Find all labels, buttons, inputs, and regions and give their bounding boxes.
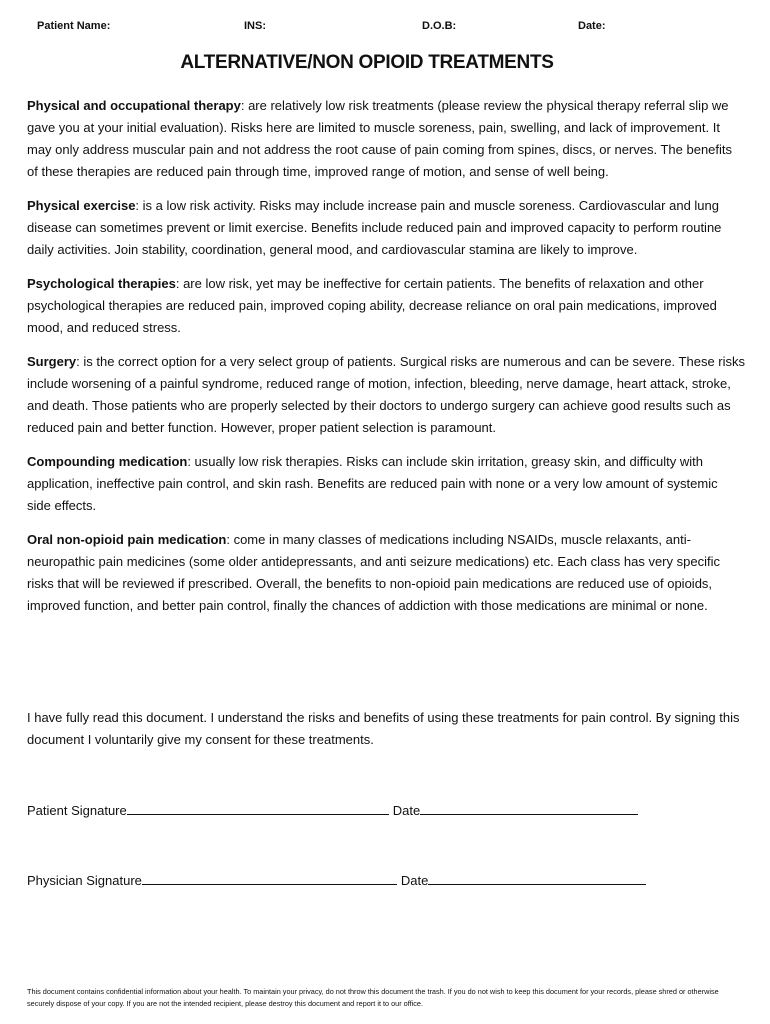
section-compounding-medication xyxy=(27,451,745,517)
patient-signature-line[interactable] xyxy=(127,800,389,815)
section-psychological-therapies xyxy=(27,273,745,339)
date-label: Date: xyxy=(578,20,606,32)
section-text: : are relatively low risk treatments (please review the physical therapy referral slip we gave you at your initial evaluation). Risks here are limited to muscle soreness, pain, swelling, and lack of improvement. It may only address muscular pain and not address the root cause of pain coming from spines, discs, or nerves. The benefits of these therapies are reduced pain through time, improved range of motion, and sense of well being. xyxy=(27,98,733,179)
patient-signature-row xyxy=(27,800,638,818)
patient-name-label: Patient Name: xyxy=(37,20,111,32)
section-heading: Compounding medication xyxy=(27,454,188,469)
section-heading: Psychological therapies xyxy=(27,276,176,291)
patient-date-line[interactable] xyxy=(420,800,638,815)
treatment-sections xyxy=(27,95,745,629)
physician-date-label: Date xyxy=(400,873,429,888)
section-heading: Physical exercise xyxy=(27,198,136,213)
patient-date-label: Date xyxy=(392,803,421,818)
section-text: : come in many classes of medications including NSAIDs, muscle relaxants, anti-neuropathic pain medicines (some older antidepressants, and anti seizure medications) etc. Each class has very specific risks that will be reviewed if prescribed. Overall, the benefits to non-opioid pain medications are reduced use of opioids, improved function, and better pain control, finally the chances of addiction with those medications are minimal or none. xyxy=(27,532,720,613)
confidentiality-notice: This document contains confidential information about your health. To maintain your privacy, do not throw this document the trash. If you do not wish to keep this document for your records, please shred or otherwise securely dispose of your copy. If you are not the intended recipient, please destroy this document and report it to our office. xyxy=(27,987,719,1008)
ins-label: INS: xyxy=(244,20,266,32)
physician-signature-label: Physician Signature xyxy=(27,873,142,888)
physician-signature-row xyxy=(27,870,646,888)
section-physical-occupational-therapy xyxy=(27,95,745,183)
section-oral-non-opioid-medication xyxy=(27,529,745,617)
physician-date-line[interactable] xyxy=(428,870,646,885)
section-text: : is the correct option for a very select group of patients. Surgical risks are numerous and can be severe. These risks include worsening of a painful syndrome, reduced range of motion, infection, bleeding, nerve damage, heart attack, stroke, and death. Those patients who are properly selected by their doctors to undergo surgery can achieve good results such as reduced pain and better function. However, proper patient selection is paramount. xyxy=(27,354,745,435)
section-text: : is a low risk activity. Risks may include increase pain and muscle soreness. Cardiovascular and lung disease can sometimes prevent or limit exercise. Benefits include reduced pain and improved capacity to perform routine daily activities. Join stability, coordination, general mood, and cardiovascular stamina are likely to improve. xyxy=(27,198,722,257)
section-surgery xyxy=(27,351,745,439)
section-text: : usually low risk therapies. Risks can include skin irritation, greasy skin, and difficulty with application, ineffective pain control, and skin rash. Benefits are reduced pain with none or a very low amount of systemic side effects. xyxy=(27,454,718,513)
dob-label: D.O.B: xyxy=(422,20,457,32)
section-physical-exercise xyxy=(27,195,745,261)
section-heading: Physical and occupational therapy xyxy=(27,98,241,113)
patient-signature-label: Patient Signature xyxy=(27,803,127,818)
section-heading: Surgery xyxy=(27,354,77,369)
section-heading: Oral non-opioid pain medication xyxy=(27,532,227,547)
document-title: ALTERNATIVE/NON OPIOID TREATMENTS xyxy=(180,52,554,73)
section-text: : are low risk, yet may be ineffective for certain patients. The benefits of relaxation and other psychological therapies are reduced pain, improved coping ability, decrease reliance on oral pain medications, improved mood, and reduced stress. xyxy=(27,276,717,335)
physician-signature-line[interactable] xyxy=(142,870,397,885)
consent-statement: I have fully read this document. I understand the risks and benefits of using these treatments for pain control. By signing this document I voluntarily give my consent for these treatments. xyxy=(27,710,740,747)
